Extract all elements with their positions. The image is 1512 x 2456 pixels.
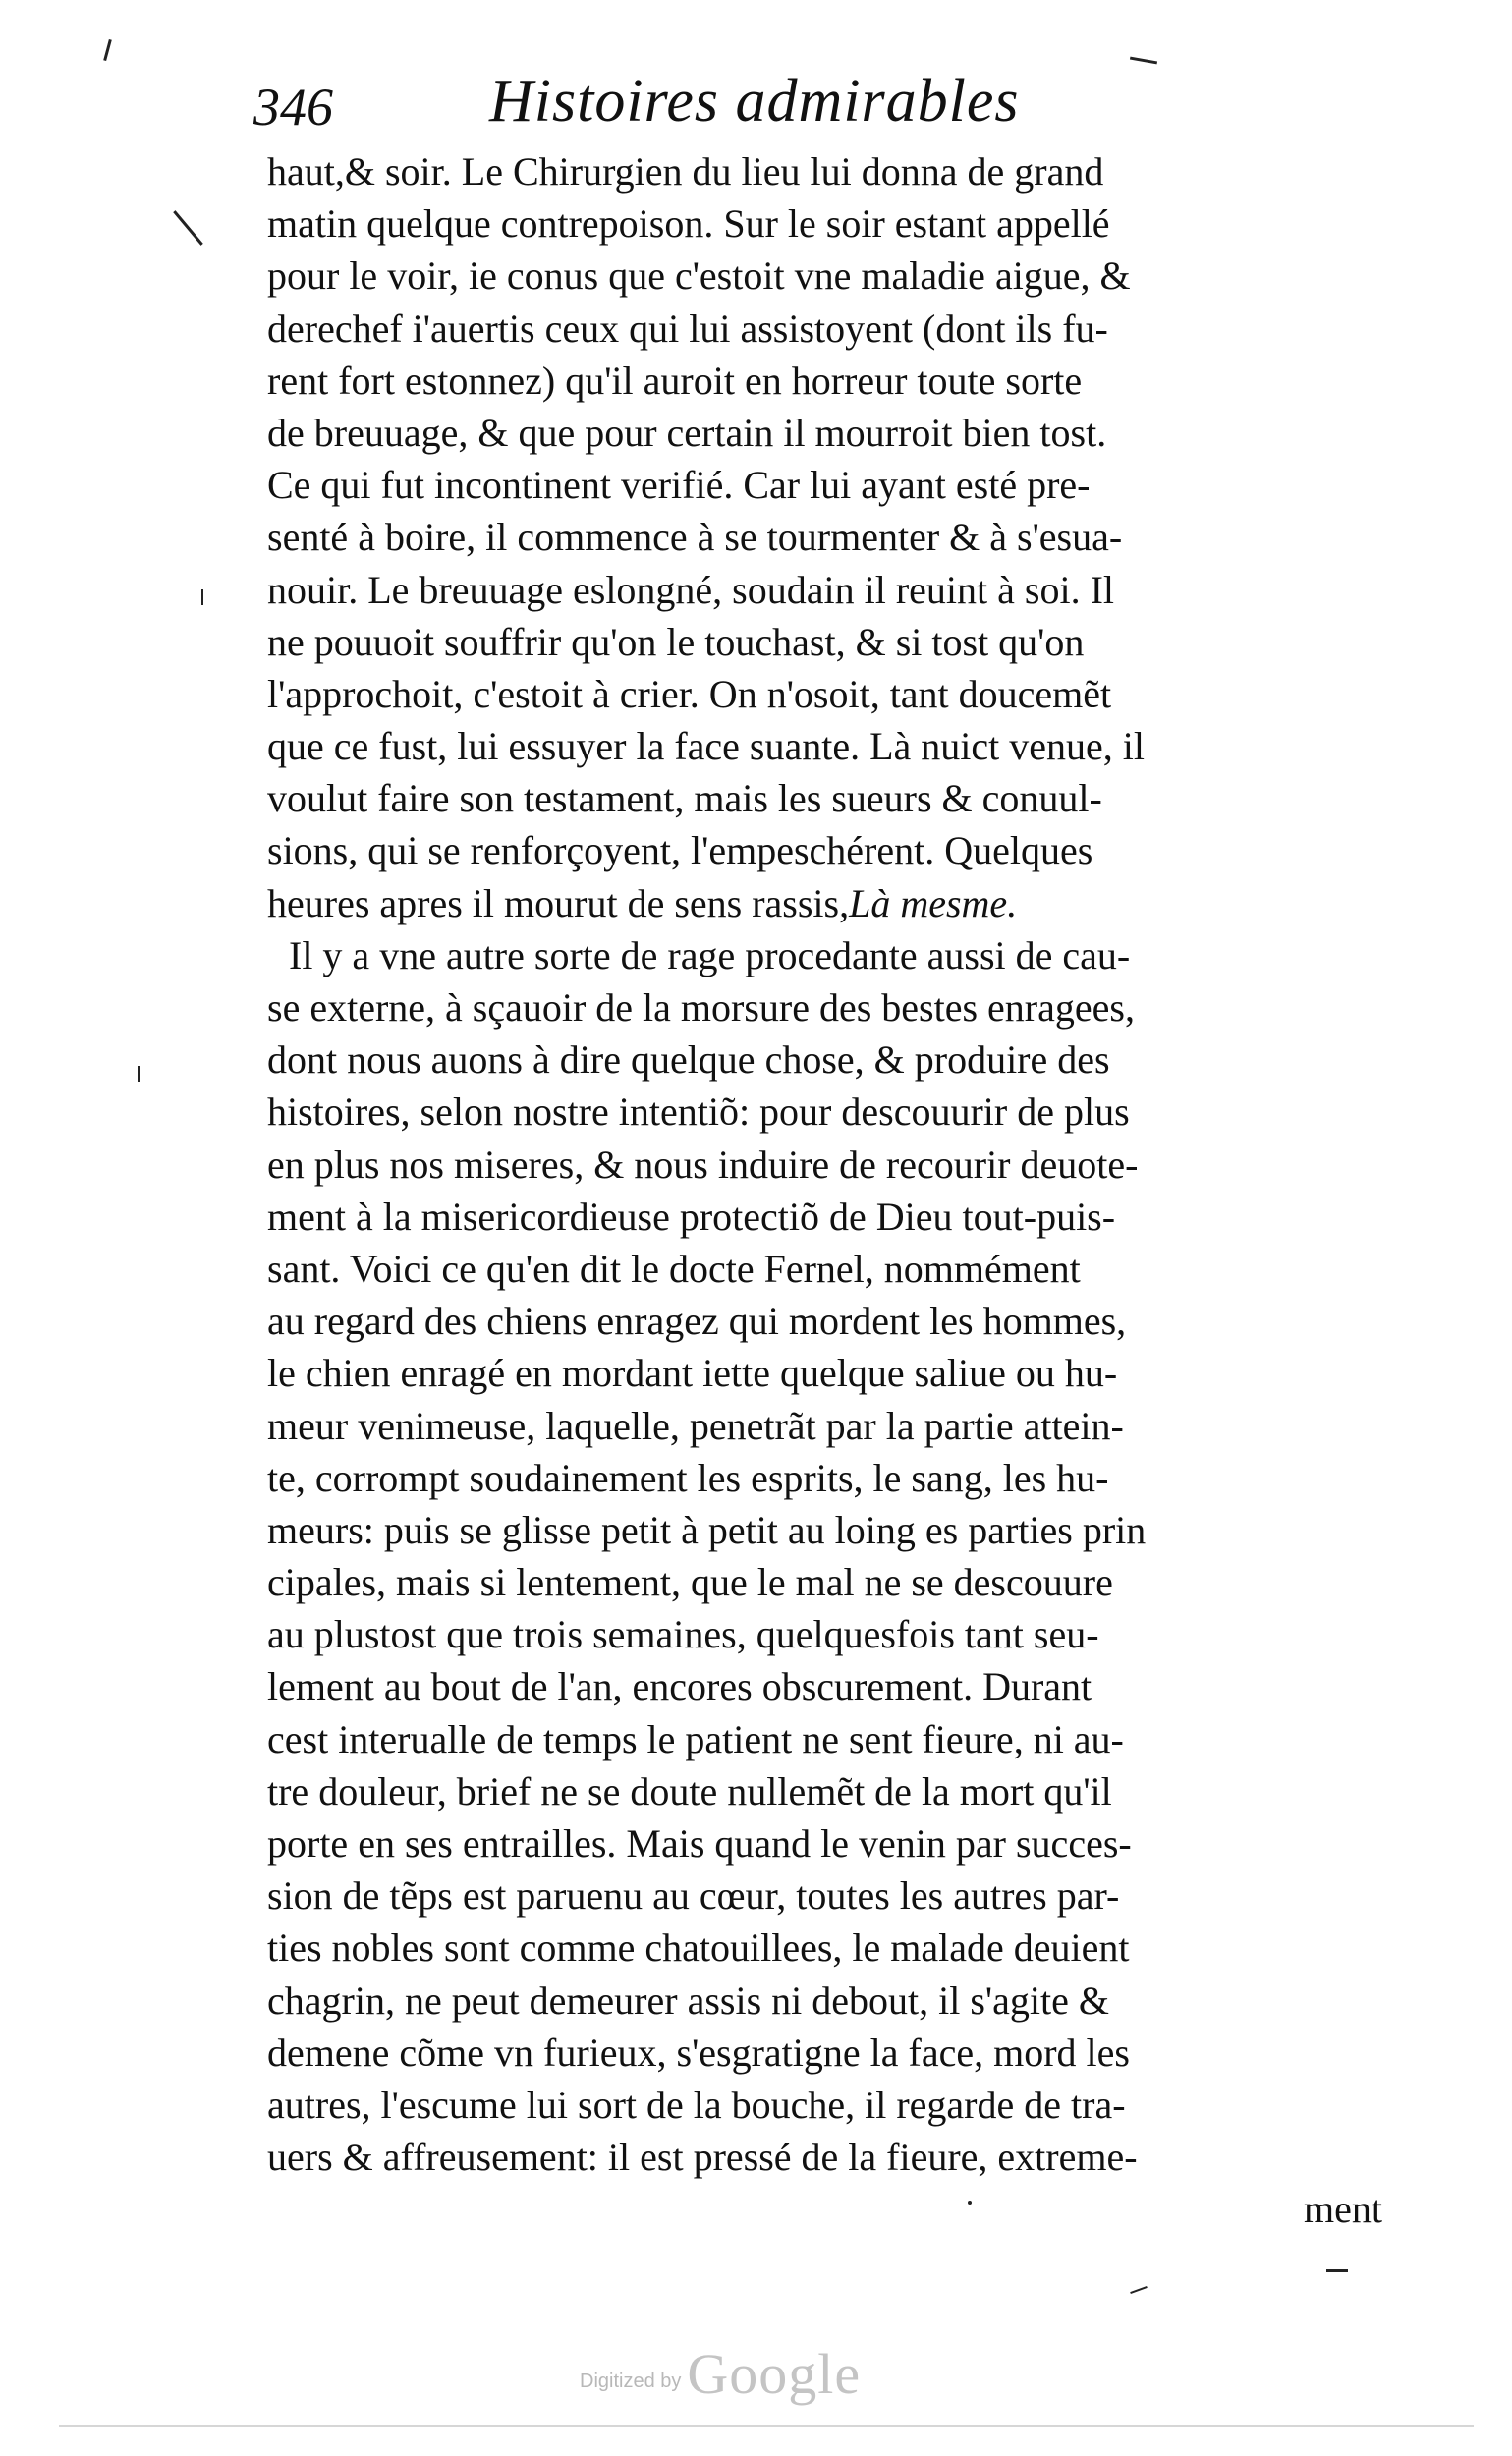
paragraph-line: lement au bout de l'an, encores obscurement. Durant — [267, 1664, 1092, 1709]
paragraph-line: dont nous auons à dire quelque chose, & produire des — [267, 1037, 1110, 1083]
catchword: ment — [1304, 2187, 1382, 2232]
paragraph-line: chagrin, ne peut demeurer assis ni debout, il s'agite & — [267, 1978, 1109, 2023]
paragraph-line: demene cõme vn furieux, s'esgratigne la face, mord les — [267, 2030, 1130, 2075]
paragraph-line: cest interualle de temps le patient ne sent fieure, ni au- — [267, 1716, 1124, 1761]
paragraph-line: en plus nos miseres, & nous induire de recourir deuote- — [267, 1142, 1139, 1187]
paragraph-line: meur venimeuse, laquelle, penetrãt par la partie attein- — [267, 1403, 1124, 1448]
paragraph-line: sion de tẽps est paruenu au cœur, toutes les autres par- — [267, 1873, 1120, 1919]
paragraph-line: porte en ses entrailles. Mais quand le venin par succes- — [267, 1821, 1132, 1866]
paragraph-line: tre douleur, brief ne se doute nullemẽt de la mort qu'il — [267, 1768, 1112, 1814]
page-header — [253, 67, 1383, 145]
source-reference: Là mesme. — [849, 880, 1018, 925]
margin-mark — [173, 210, 203, 246]
paragraph-line: se externe, à sçauoir de la morsure des bestes enragees, — [267, 985, 1135, 1030]
paragraph-line: ties nobles sont comme chatouillees, le malade deuient — [267, 1926, 1130, 1971]
body-text — [267, 145, 1382, 2236]
margin-mark — [1326, 2269, 1348, 2272]
paragraph-line: Il y a vne autre sorte de rage procedante aussi de cau- — [289, 932, 1131, 977]
paragraph-line: au plustost que trois semaines, quelquesfois tant seu- — [267, 1612, 1099, 1657]
running-title: Histoires admirables — [489, 68, 1020, 135]
margin-mark — [1130, 2286, 1148, 2294]
paragraph-line: au regard des chiens enragez qui mordent les hommes, — [267, 1299, 1127, 1344]
digitization-watermark — [580, 2318, 933, 2407]
paragraph-line: meurs: puis se glisse petit à petit au loing es parties prin — [267, 1507, 1147, 1552]
margin-mark — [138, 1066, 140, 1082]
google-logo: Google — [687, 2342, 862, 2406]
text-line: derechef i'auertis ceux qui lui assistoyent (dont ils fu- — [267, 306, 1108, 351]
watermark-prefix: Digitized by — [580, 2371, 682, 2392]
text-line: rent fort estonnez) qu'il auroit en horreur toute sorte — [267, 358, 1083, 403]
text-line: pour le voir, ie conus que c'estoit vne maladie aigue, & — [267, 253, 1131, 299]
margin-mark — [1130, 57, 1157, 65]
paragraph-line: cipales, mais si lentement, que le mal ne se descouure — [267, 1560, 1113, 1605]
paragraph-line: ment à la misericordieuse protectiõ de Dieu tout-puis- — [267, 1194, 1116, 1239]
text-line: haut,& soir. Le Chirurgien du lieu lui donna de grand — [267, 149, 1104, 194]
text-line: voulut faire son testament, mais les sueurs & conuul- — [267, 776, 1102, 821]
text-line: que ce fust, lui essuyer la face suante. Là nuict venue, il — [267, 724, 1145, 769]
paragraph-line: uers & affreusement: il est pressé de la fieure, extreme- — [267, 2135, 1138, 2180]
text-line: nouir. Le breuuage eslongné, soudain il reuint à soi. Il — [267, 567, 1115, 612]
paragraph-line: sant. Voici ce qu'en dit le docte Fernel, nommément — [267, 1246, 1081, 1291]
page-number: 346 — [253, 78, 333, 137]
margin-mark — [59, 2425, 1474, 2427]
text-line: de breuuage, & que pour certain il mourroit bien tost. — [267, 410, 1107, 455]
margin-mark — [968, 2201, 972, 2205]
text-line: matin quelque contrepoison. Sur le soir estant appellé — [267, 201, 1110, 247]
margin-mark — [103, 39, 112, 61]
paragraph-line: le chien enragé en mordant iette quelque saliue ou hu- — [267, 1351, 1118, 1396]
text-line: Ce qui fut incontinent verifié. Car lui ayant esté pre- — [267, 463, 1091, 508]
text-line — [267, 877, 1382, 929]
paragraph-line: autres, l'escume lui sort de la bouche, il regarde de tra- — [267, 2082, 1126, 2127]
text-line-main: heures apres il mourut de sens rassis, — [267, 880, 850, 925]
margin-mark — [201, 589, 203, 605]
text-line: l'approchoit, c'estoit à crier. On n'osoit, tant doucemẽt — [267, 671, 1112, 716]
paragraph-line: te, corrompt soudainement les esprits, le sang, les hu- — [267, 1455, 1109, 1500]
text-line: sions, qui se renforçoyent, l'empeschérent. Quelques — [267, 828, 1093, 873]
paragraph-line: histoires, selon nostre intentiõ: pour descouurir de plus — [267, 1089, 1130, 1135]
text-line: ne pouuoit souffrir qu'on le touchast, & si tost qu'on — [267, 619, 1085, 664]
text-line: senté à boire, il commence à se tourmenter & à s'esua- — [267, 515, 1123, 560]
